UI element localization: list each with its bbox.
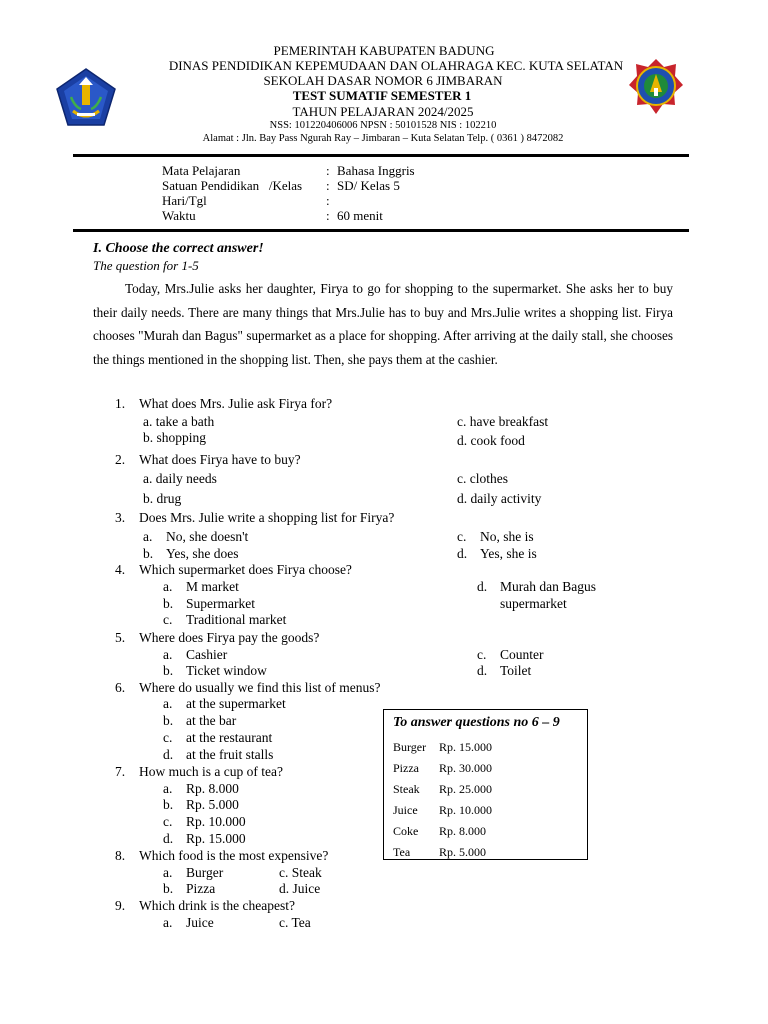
menu-item-name: Tea — [393, 845, 411, 859]
menu-item-price: Rp. 5.000 — [439, 845, 487, 859]
option-b[interactable] — [163, 797, 239, 813]
menu-item-name: Coke — [393, 824, 419, 838]
option-c[interactable]: c. have breakfast — [457, 414, 549, 429]
menu-item-price: Rp. 25.000 — [439, 782, 493, 796]
info-colon: : — [326, 208, 330, 223]
section-subtitle: The question for 1-5 — [93, 258, 199, 273]
option-c[interactable]: c. Tea — [279, 915, 311, 930]
option-b[interactable] — [163, 881, 216, 897]
menu-item-name: Pizza — [393, 761, 419, 775]
question-text: Where do usually we find this list of menus? — [139, 680, 381, 695]
question-number: 1. — [115, 396, 126, 411]
question-text: Does Mrs. Julie write a shopping list for Firya? — [139, 510, 395, 525]
option-d[interactable]: d. Juice — [279, 881, 321, 896]
menu-item-price: Rp. 15.000 — [439, 740, 493, 754]
option-letter: d. — [163, 747, 174, 762]
option-letter: a. — [163, 696, 173, 711]
question-number: 9. — [115, 898, 126, 913]
info-key: Waktu — [162, 208, 196, 223]
option-label: at the restaurant — [186, 730, 273, 745]
menu-item-price: Rp. 10.000 — [439, 803, 493, 817]
option-letter: b. — [163, 881, 174, 896]
info-value: 60 menit — [337, 208, 383, 223]
option-a[interactable]: a. take a bath — [143, 414, 215, 429]
option-label: Supermarket — [186, 596, 255, 611]
option-d[interactable] — [163, 831, 246, 847]
option-label: at the supermarket — [186, 696, 286, 711]
header-address: Alamat : Jln. Bay Pass Ngurah Ray – Jimbaran – Kuta Selatan Telp. ( 0361 ) 8472082 — [202, 133, 564, 144]
question-text: Which supermarket does Firya choose? — [139, 562, 352, 577]
option-letter: a. — [143, 529, 153, 544]
option-a[interactable] — [163, 696, 286, 712]
option-c[interactable] — [477, 647, 544, 663]
option-label: Rp. 10.000 — [186, 814, 246, 829]
menu-item-name: Steak — [393, 782, 420, 796]
header-department: DINAS PENDIDIKAN KEPEMUDAAN DAN OLAHRAGA KEC. KUTA SELATAN — [168, 58, 624, 73]
option-b[interactable] — [163, 713, 237, 729]
info-key: Satuan Pendidikan /Kelas — [162, 178, 303, 193]
question-number: 2. — [115, 452, 126, 467]
option-label: Yes, she does — [166, 546, 239, 561]
reading-passage — [93, 277, 673, 371]
menu-item-price: Rp. 30.000 — [439, 761, 493, 775]
option-a[interactable] — [163, 915, 214, 931]
passage-text: Today, Mrs.Julie asks her daughter, Firya to go for shopping to the supermarket. She asks her to buy their daily needs. There are many things that Mrs.Julie has to buy and Mrs.Julie writes a shopping list. Firya chooses "Murah dan Bagus" supermarket as a place for shopping. After arriving at the daily stall, she chooses the things mentioned in the shopping list. Then, she pays them at the cashier. — [93, 281, 673, 367]
option-label: No, she doesn't — [166, 529, 249, 544]
option-letter: c. — [457, 529, 467, 544]
question-text: What does Firya have to buy? — [139, 452, 301, 467]
option-label: Rp. 8.000 — [186, 781, 239, 796]
option-label: Rp. 5.000 — [186, 797, 239, 812]
header-test-title: TEST SUMATIF SEMESTER 1 — [292, 88, 472, 103]
option-label: Murah dan Bagus — [500, 579, 596, 594]
section-title: I. Choose the correct answer! — [93, 241, 264, 256]
option-label: No, she is — [480, 529, 534, 544]
option-letter: b. — [163, 596, 174, 611]
info-value: SD/ Kelas 5 — [337, 178, 400, 193]
header-school: SEKOLAH DASAR NOMOR 6 JIMBARAN — [263, 73, 503, 88]
option-letter: a. — [163, 781, 173, 796]
option-letter: c. — [163, 814, 173, 829]
option-label: Yes, she is — [480, 546, 537, 561]
option-letter: d. — [477, 579, 488, 594]
option-b[interactable] — [143, 546, 239, 562]
option-label: Cashier — [186, 647, 228, 662]
header-school-ids: NSS: 101220406006 NPSN : 50101528 NIS : 102210 — [269, 120, 497, 131]
question-number: 8. — [115, 848, 126, 863]
info-colon: : — [326, 178, 330, 193]
option-a[interactable] — [163, 781, 239, 797]
option-b[interactable] — [163, 663, 267, 679]
question-number: 5. — [115, 630, 126, 645]
option-letter: c. — [163, 730, 173, 745]
info-value: Bahasa Inggris — [337, 163, 415, 178]
option-label: Pizza — [186, 881, 216, 896]
question-number: 3. — [115, 510, 126, 525]
option-d[interactable] — [163, 747, 274, 763]
info-colon: : — [326, 163, 330, 178]
option-b[interactable]: b. drug — [143, 491, 182, 506]
option-c[interactable] — [457, 529, 534, 545]
option-a[interactable] — [163, 647, 228, 663]
option-label: Counter — [500, 647, 544, 662]
option-label: M market — [186, 579, 239, 594]
question-text: Which food is the most expensive? — [139, 848, 329, 863]
header-divider-bottom — [73, 229, 689, 232]
question-text: Which drink is the cheapest? — [139, 898, 295, 913]
info-colon: : — [326, 193, 330, 208]
option-letter: a. — [163, 865, 173, 880]
option-letter: a. — [163, 647, 173, 662]
option-label: Ticket window — [186, 663, 267, 678]
option-letter: b. — [143, 546, 154, 561]
option-label: Toilet — [500, 663, 532, 678]
menu-item-name: Juice — [393, 803, 418, 817]
question-text: How much is a cup of tea? — [139, 764, 283, 779]
question-number: 6. — [115, 680, 126, 695]
option-c[interactable]: c. Steak — [279, 865, 322, 880]
option-d[interactable] — [477, 579, 596, 611]
option-c[interactable] — [163, 612, 287, 628]
option-letter: d. — [163, 831, 174, 846]
option-a[interactable]: a. daily needs — [143, 471, 217, 486]
option-label: at the fruit stalls — [186, 747, 274, 762]
option-a[interactable] — [163, 865, 224, 881]
option-letter: a. — [163, 579, 173, 594]
option-b[interactable]: b. shopping — [143, 430, 207, 445]
option-letter: b. — [163, 797, 174, 812]
option-b[interactable] — [163, 596, 255, 612]
option-c[interactable]: c. clothes — [457, 471, 508, 486]
option-d[interactable] — [477, 663, 532, 679]
option-label: Traditional market — [186, 612, 287, 627]
menu-title: To answer questions no 6 – 9 — [393, 715, 560, 730]
option-label: Juice — [186, 915, 214, 930]
option-label: at the bar — [186, 713, 237, 728]
info-key: Mata Pelajaran — [162, 163, 241, 178]
option-letter: b. — [163, 713, 174, 728]
option-c[interactable] — [163, 730, 273, 746]
option-label: Burger — [186, 865, 224, 880]
option-letter: d. — [477, 663, 488, 678]
option-d[interactable]: d. daily activity — [457, 491, 542, 506]
menu-item-price: Rp. 8.000 — [439, 824, 487, 838]
header-government: PEMERINTAH KABUPATEN BADUNG — [273, 43, 495, 58]
option-d[interactable]: d. cook food — [457, 433, 525, 448]
question-number: 7. — [115, 764, 126, 779]
option-letter: c. — [163, 612, 173, 627]
question-text: Where does Firya pay the goods? — [139, 630, 320, 645]
option-a[interactable] — [143, 529, 249, 545]
option-letter: c. — [477, 647, 487, 662]
question-text: What does Mrs. Julie ask Firya for? — [139, 396, 333, 411]
info-key: Hari/Tgl — [162, 193, 207, 208]
menu-price-list — [383, 709, 588, 860]
option-label: Rp. 15.000 — [186, 831, 246, 846]
option-d[interactable] — [457, 546, 537, 562]
option-letter: a. — [163, 915, 173, 930]
header-divider-top — [73, 154, 689, 157]
option-c[interactable] — [163, 814, 246, 830]
header-academic-year: TAHUN PELAJARAN 2024/2025 — [292, 104, 474, 119]
question-number: 4. — [115, 562, 126, 577]
option-letter: d. — [457, 546, 468, 561]
menu-item-name: Burger — [393, 740, 427, 754]
option-label-line2: supermarket — [500, 596, 567, 611]
option-letter: b. — [163, 663, 174, 678]
option-a[interactable] — [163, 579, 239, 595]
